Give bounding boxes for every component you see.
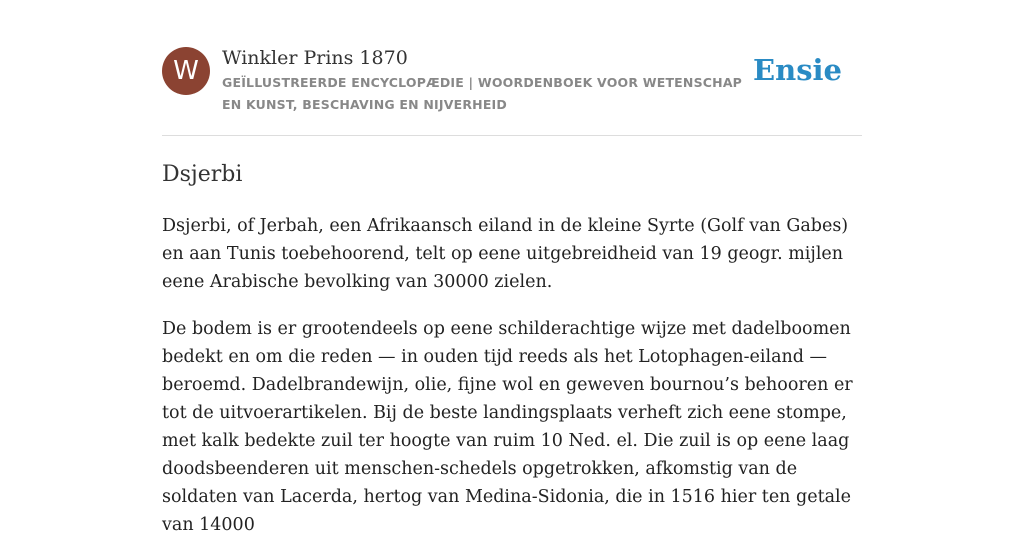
entry-paragraph: Dsjerbi, of Jerbah, een Afrikaansch eiland in de kleine Syrte (Golf van Gabes) en aan Tunis toebehoorend, telt op eene uitgebreidheid van 19 geogr. mijlen eene Arabische bevolking van 30000 zielen. bbox=[162, 216, 849, 292]
entry-title: Dsjerbi bbox=[162, 162, 243, 187]
entry-body bbox=[162, 212, 862, 558]
source-subtitle: GEÏLLUSTREERDE ENCYCLOPÆDIE | WOORDENBOEK VOOR WETENSCHAP EN KUNST, BESCHAVING EN NIJVERHEID bbox=[222, 75, 743, 112]
entry-paragraph: De bodem is er grootendeels op eene schilderachtige wijze met dadelboomen bedekt en om die reden — in ouden tijd reeds als het Lotophagen-eiland — beroemd. Dadelbrandewijn, olie, fijne wol en geweven bournou’s behooren er tot de uitvoerartikelen. Bij de beste landingsplaats verheft zich eene stompe, met kalk bedekte zuil ter hoogte van ruim 10 Ned. el. Die zuil is op eene laag doodsbeenderen uit menschen-schedels opgetrokken, afkomstig van de soldaten van Lacerda, hertog van Medina-Sidonia, die in 1516 hier ten getale van 14000 bbox=[162, 319, 853, 535]
source-avatar[interactable]: W bbox=[162, 47, 210, 95]
header-divider bbox=[162, 135, 862, 136]
ensie-logo-link[interactable]: Ensie bbox=[753, 53, 842, 87]
source-title[interactable]: Winkler Prins 1870 bbox=[222, 47, 408, 69]
page-header bbox=[162, 46, 862, 136]
